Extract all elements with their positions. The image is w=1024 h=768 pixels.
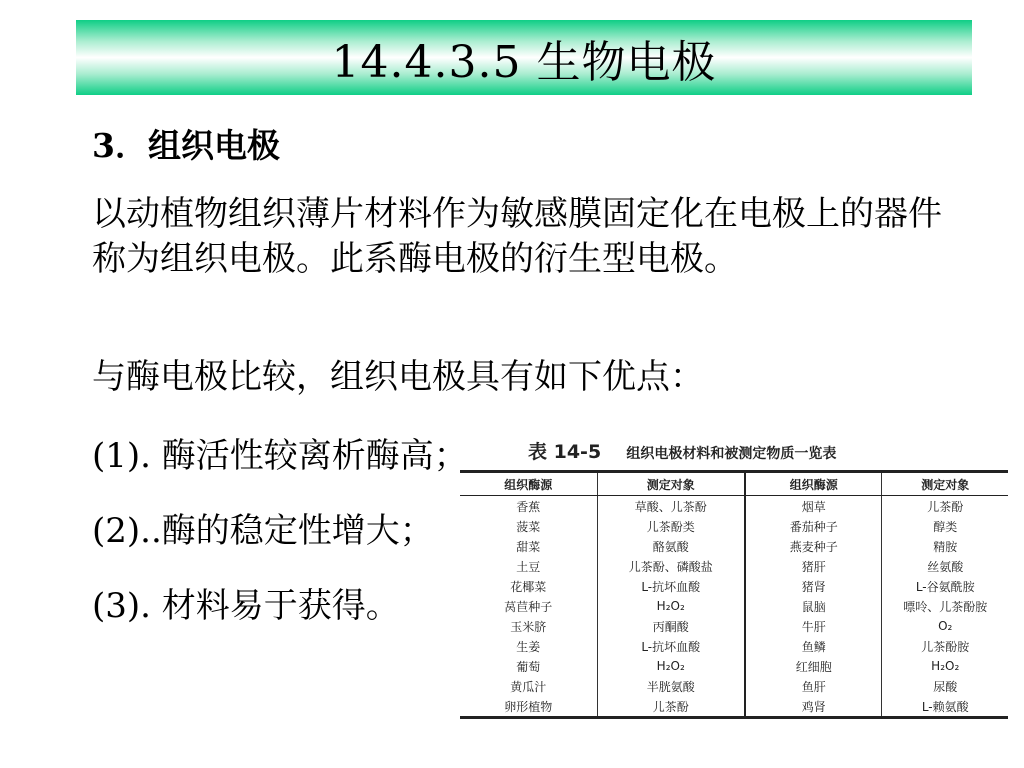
table-cell: 燕麦种子 [745, 536, 882, 556]
title-banner [76, 20, 972, 95]
table-cell: 葡萄 [516, 659, 541, 674]
table-cell: 黄瓜汁 [510, 679, 547, 694]
table-cell: 儿茶酚、磷酸盐 [597, 556, 745, 576]
table-cell: 草酸、儿茶酚 [597, 496, 745, 517]
tissue-electrode-table [460, 470, 1008, 719]
table-cell: 儿茶酚 [597, 696, 745, 718]
table-cell: 甜菜 [516, 539, 541, 554]
table-cell: 丙酮酸 [597, 616, 745, 636]
definition-paragraph: 以动植物组织薄片材料作为敏感膜固定化在电极上的器件称为组织电极。此系酶电极的衍生型电极。 [92, 194, 942, 279]
table-cell: L-谷氨酰胺 [882, 576, 1008, 596]
slide-title: 14.4.3.5 生物电极 [331, 36, 717, 88]
table-cell: 醇类 [882, 516, 1008, 536]
table-caption [528, 437, 836, 464]
table-cell: 鼠脑 [745, 596, 882, 616]
column-header: 组织酶源 [460, 472, 597, 496]
table-cell: O₂ [882, 616, 1008, 636]
comparison-paragraph: 与酶电极比较，组织电极具有如下优点： [92, 357, 704, 397]
table-row [460, 556, 1008, 576]
table-cell: H₂O₂ [597, 596, 745, 616]
table-cell: 精胺 [882, 536, 1008, 556]
table-cell: 香蕉 [516, 499, 541, 514]
table-cell: L-赖氨酸 [882, 696, 1008, 718]
table-cell: 红细胞 [745, 656, 882, 676]
table-cell: 猪肝 [745, 556, 882, 576]
table-cell: H₂O₂ [597, 656, 745, 676]
table-cell: 儿茶酚类 [597, 516, 745, 536]
table-row [460, 516, 1008, 536]
table-cell: 莴苣种子 [504, 599, 553, 614]
table-cell: 花椰菜 [510, 579, 547, 594]
table-cell: 猪肾 [745, 576, 882, 596]
table-cell: 丝氨酸 [882, 556, 1008, 576]
table-header-row [460, 472, 1008, 496]
advantage-item-1: (1). 酶活性较离析酶高； [92, 436, 468, 476]
column-header: 组织酶源 [745, 472, 882, 496]
table-cell: 生姜 [516, 639, 541, 654]
table-cell: 卵形植物 [504, 699, 553, 714]
table-cell: 鱼肝 [745, 676, 882, 696]
table-cell: 酪氨酸 [597, 536, 745, 556]
table-caption-text: 组织电极材料和被测定物质一览表 [626, 446, 837, 462]
table-cell: 儿茶酚 [882, 496, 1008, 517]
advantage-item-2: (2)..酶的稳定性增大； [92, 511, 434, 551]
table-row [460, 616, 1008, 636]
table-row [460, 576, 1008, 596]
advantage-item-3: (3). 材料易于获得。 [92, 586, 400, 626]
table-cell: H₂O₂ [882, 656, 1008, 676]
table-row [460, 536, 1008, 556]
table-cell: 儿茶酚胺 [882, 636, 1008, 656]
table-cell: 嘌呤、儿茶酚胺 [882, 596, 1008, 616]
table-row [460, 596, 1008, 616]
table-cell: L-抗坏血酸 [597, 576, 745, 596]
table-row [460, 636, 1008, 656]
column-header: 测定对象 [882, 472, 1008, 496]
table-cell: 鸡肾 [745, 696, 882, 718]
table-row [460, 676, 1008, 696]
table-cell: L-抗坏血酸 [597, 636, 745, 656]
table-cell: 土豆 [516, 559, 541, 574]
section-heading: 3．组织电极 [92, 126, 280, 165]
table-cell: 尿酸 [882, 676, 1008, 696]
table-row [460, 496, 1008, 517]
table-number: 表 14-5 [528, 441, 602, 463]
table-cell: 半胱氨酸 [597, 676, 745, 696]
table-cell: 鱼鳞 [745, 636, 882, 656]
column-header: 测定对象 [597, 472, 745, 496]
table-cell: 牛肝 [745, 616, 882, 636]
table-cell: 菠菜 [516, 519, 541, 534]
table-cell: 烟草 [745, 496, 882, 517]
table-cell: 番茄种子 [745, 516, 882, 536]
table-row [460, 696, 1008, 718]
table-cell: 玉米脐 [510, 619, 547, 634]
table-row [460, 656, 1008, 676]
